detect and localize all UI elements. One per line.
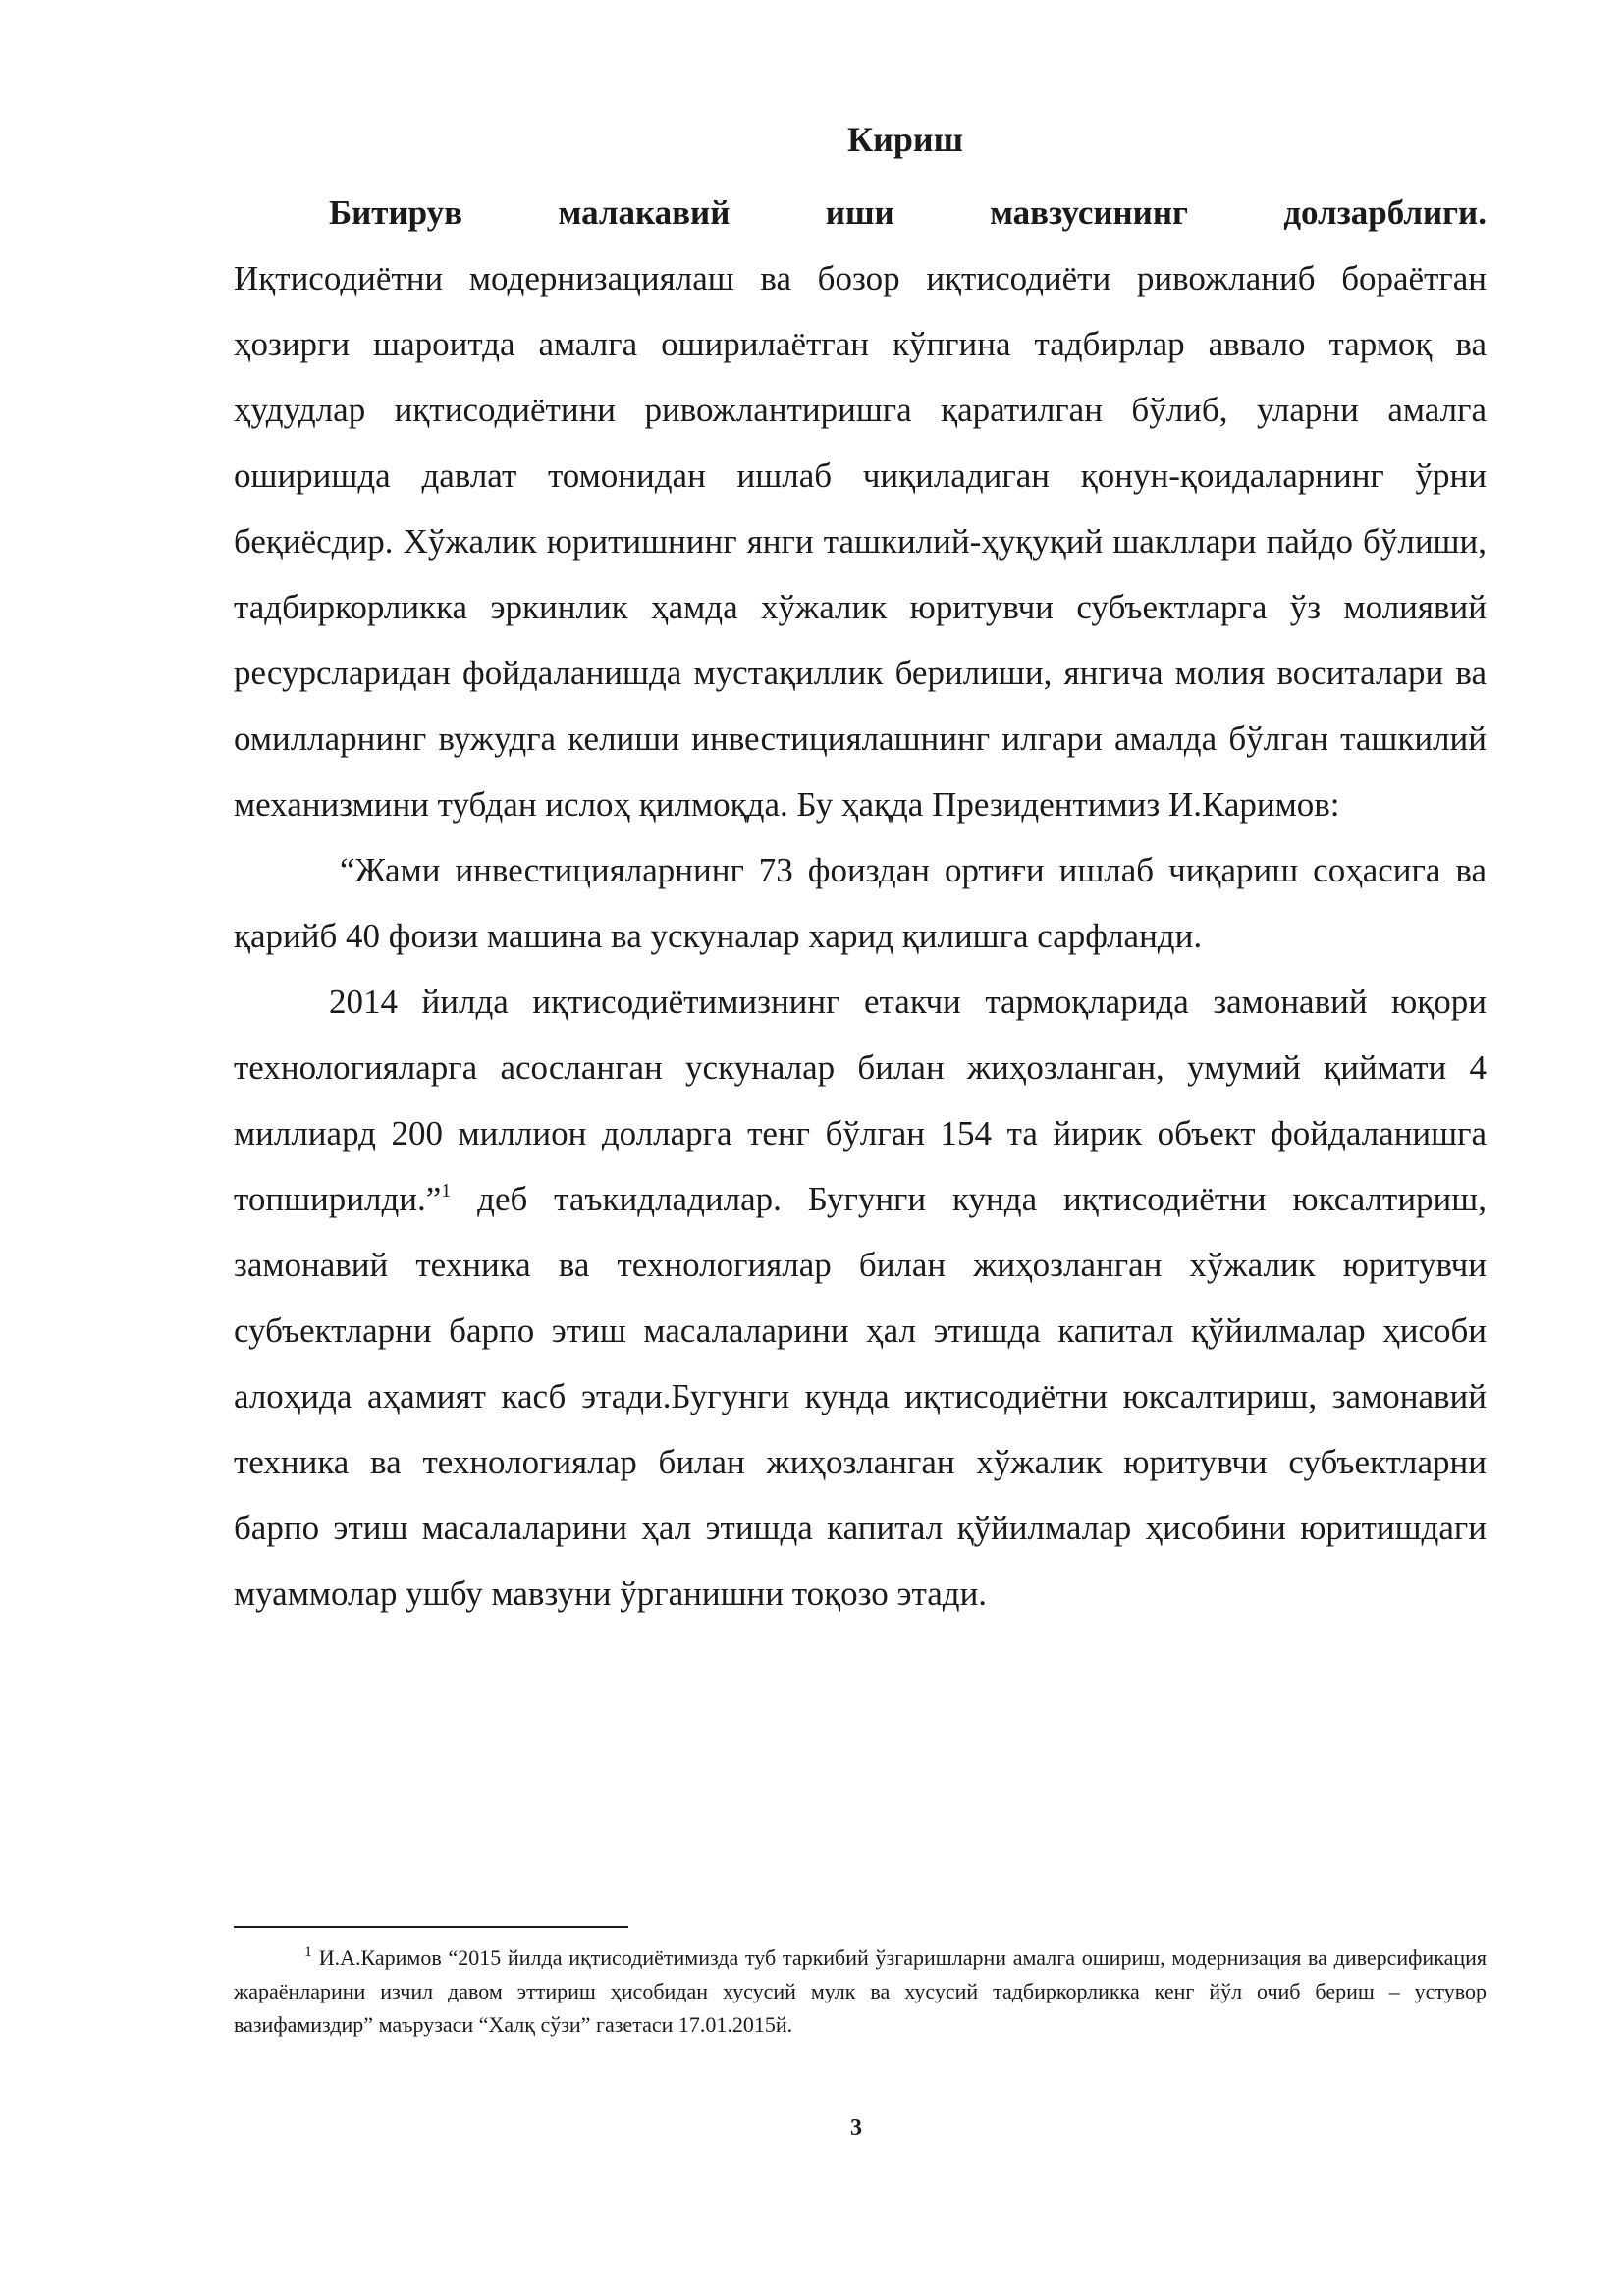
paragraph-2-text-after-note: деб таъкидладилар. Бугунги кунда иқтисодиётни юксалтириш, замонавий техника ва технологиялар билан жиҳозланган хўжалик юритувчи субъектларни барпо этиш масалаларини ҳал этишда капитал қўйилмалар ҳисоби алоҳида аҳамият касб этади.Бугунги кунда иқтисодиётни юксалтириш, замонавий техника ва технологиялар билан жиҳозланган хўжалик юритувчи субъектларни барпо этиш масалаларини ҳал этишда капитал қўйилмалар ҳисобини юритишдаги муаммолар ушбу мавзуни ўрганишни тоқозо этади.	[234, 1180, 1487, 1613]
lead-word: Битирув	[329, 193, 463, 232]
page-number: 3	[850, 2115, 862, 2141]
lead-word: мавзусининг	[990, 193, 1188, 232]
lead-word: малакавий	[558, 193, 731, 232]
document-body	[234, 180, 1487, 1627]
footnote-text: И.А.Каримов “2015 йилда иқтисодиётимизда туб таркибий ўзгаришларни амалга ошириш, модернизация ва диверсификация жараёнларини изчил давом эттириш ҳисобидан хусусий мулк ва хусусий тадбиркорликка кенг йўл очиб бериш – устувор вазифамиздир” маърузаси “Халқ сўзи” газетаси 17.01.2015й.	[234, 1946, 1487, 2037]
paragraph-1: Иқтисодиётни модернизациялаш ва бозор иқтисодиёти ривожланиб бораётган ҳозирги шароитда амалга оширилаётган кўпгина тадбирлар аввало тармоқ ва ҳудудлар иқтисодиётини ривожлантиришга қаратилган бўлиб, уларни амалга оширишда давлат томонидан ишлаб чиқиладиган қонун-қоидаларнинг ўрни беқиёсдир. Хўжалик юритишнинг янги ташкилий-ҳуқуқий шакллари пайдо бўлиши, тадбиркорликка эркинлик ҳамда хўжалик юритувчи субъектларга ўз молиявий ресурсларидан фойдаланишда мустақиллик берилиши, янгича молия воситалари ва омилларнинг вужудга келиши инвестициялашнинг илгари амалда бўлган ташкилий механизмини тубдан ислоҳ қилмоқда. Бу ҳақда Президентимиз И.Каримов:	[234, 259, 1487, 824]
footnote-mark: 1	[304, 1944, 312, 1960]
paragraph-2	[234, 969, 1487, 1627]
quote-paragraph: “Жами инвестицияларнинг 73 фоиздан ортиғи ишлаб чиқариш соҳасига ва қарийб 40 фоизи машина ва ускуналар харид қилишга сарфланди.	[234, 851, 1487, 955]
paragraph-2-text-before-note: 2014 йилда иқтисодиётимизнинг етакчи тармоқларида замонавий юқори технологияларга асосланган ускуналар билан жиҳозланган, умумий қиймати 4 миллиард 200 миллион долларга тенг бўлган 154 та йирик объект фойдаланишга топширилди.”	[234, 983, 1487, 1218]
footnote-divider	[234, 1926, 628, 1928]
footnote	[234, 1942, 1487, 2042]
footnote-reference[interactable]: 1	[441, 1180, 452, 1201]
lead-word: долзарблиги.	[1283, 193, 1487, 232]
lead-word: иши	[825, 193, 894, 232]
page-title: Кириш	[846, 120, 963, 159]
lead-heading	[234, 180, 1487, 245]
